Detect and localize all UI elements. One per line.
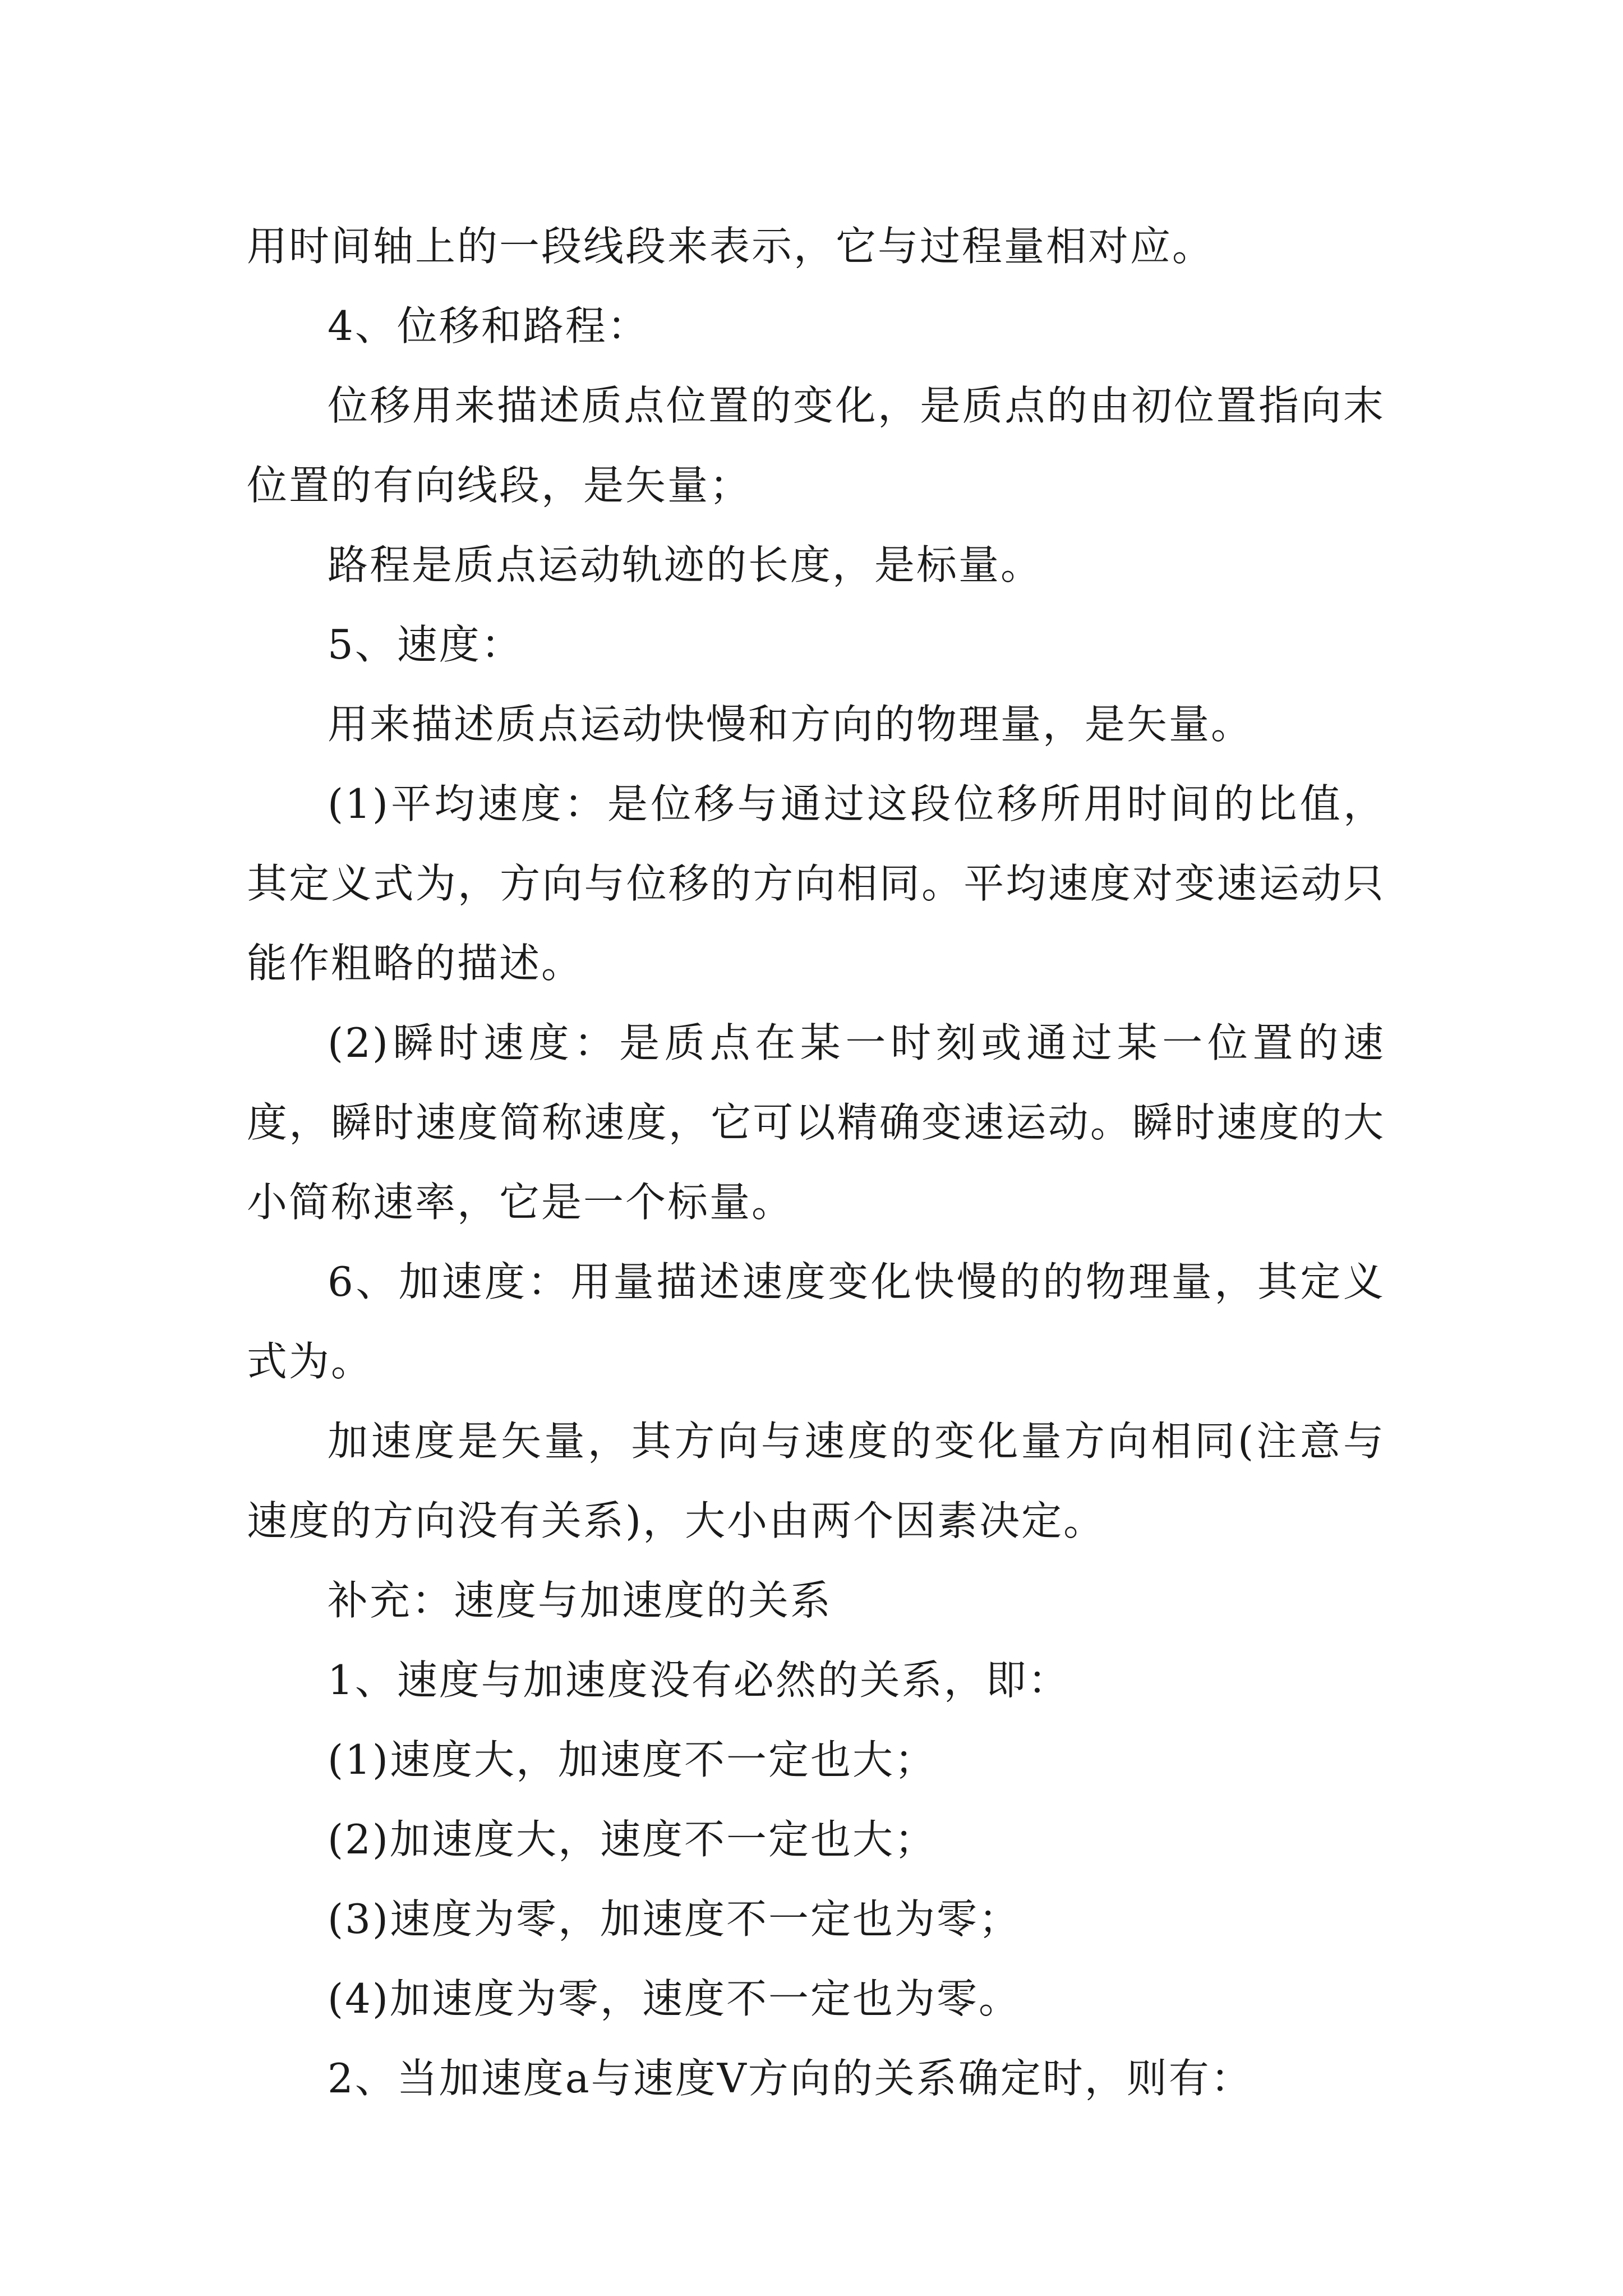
section-heading-displacement: 4、位移和路程： <box>328 302 649 349</box>
section-heading-acceleration: 6、加速度：用量描述速度变化快慢的的物理量，其定义式为。 <box>247 1258 1385 1385</box>
paragraph: 路程是质点运动轨迹的长度，是标量。 <box>328 541 1043 588</box>
paragraph: 1、速度与加速度没有必然的关系，即： <box>328 1657 1070 1704</box>
paragraph: 用时间轴上的一段线段来表示，它与过程量相对应。 <box>247 223 1215 270</box>
list-item: (3)速度为零，加速度不一定也为零； <box>328 1895 1021 1943</box>
paragraph: (1)平均速度：是位移与通过这段位移所用时间的比值，其定义式为，方向与位移的方向相同。平均速度对变速运动只能作粗略的描述。 <box>247 780 1385 987</box>
list-item: (2)加速度大，速度不一定也大； <box>328 1816 937 1863</box>
paragraph: 用来描述质点运动快慢和方向的物理量，是矢量。 <box>328 701 1253 748</box>
supplement-heading: 补充：速度与加速度的关系 <box>328 1577 833 1624</box>
paragraph: 2、当加速度a与速度V方向的关系确定时，则有： <box>328 2055 1253 2102</box>
paragraph: 位移用来描述质点位置的变化，是质点的由初位置指向末位置的有向线段，是矢量； <box>247 382 1385 509</box>
paragraph: 加速度是矢量，其方向与速度的变化量方向相同(注意与速度的方向没有关系)，大小由两个因素决定。 <box>247 1418 1385 1544</box>
list-item: (1)速度大，加速度不一定也大； <box>328 1736 937 1783</box>
paragraph: (2)瞬时速度：是质点在某一时刻或通过某一位置的速度，瞬时速度简称速度，它可以精确变速运动。瞬时速度的大小简称速率，它是一个标量。 <box>247 1019 1385 1226</box>
document-body <box>247 206 1385 2118</box>
list-item: (4)加速度为零，速度不一定也为零。 <box>328 1975 1021 2022</box>
section-heading-velocity: 5、速度： <box>328 621 523 668</box>
